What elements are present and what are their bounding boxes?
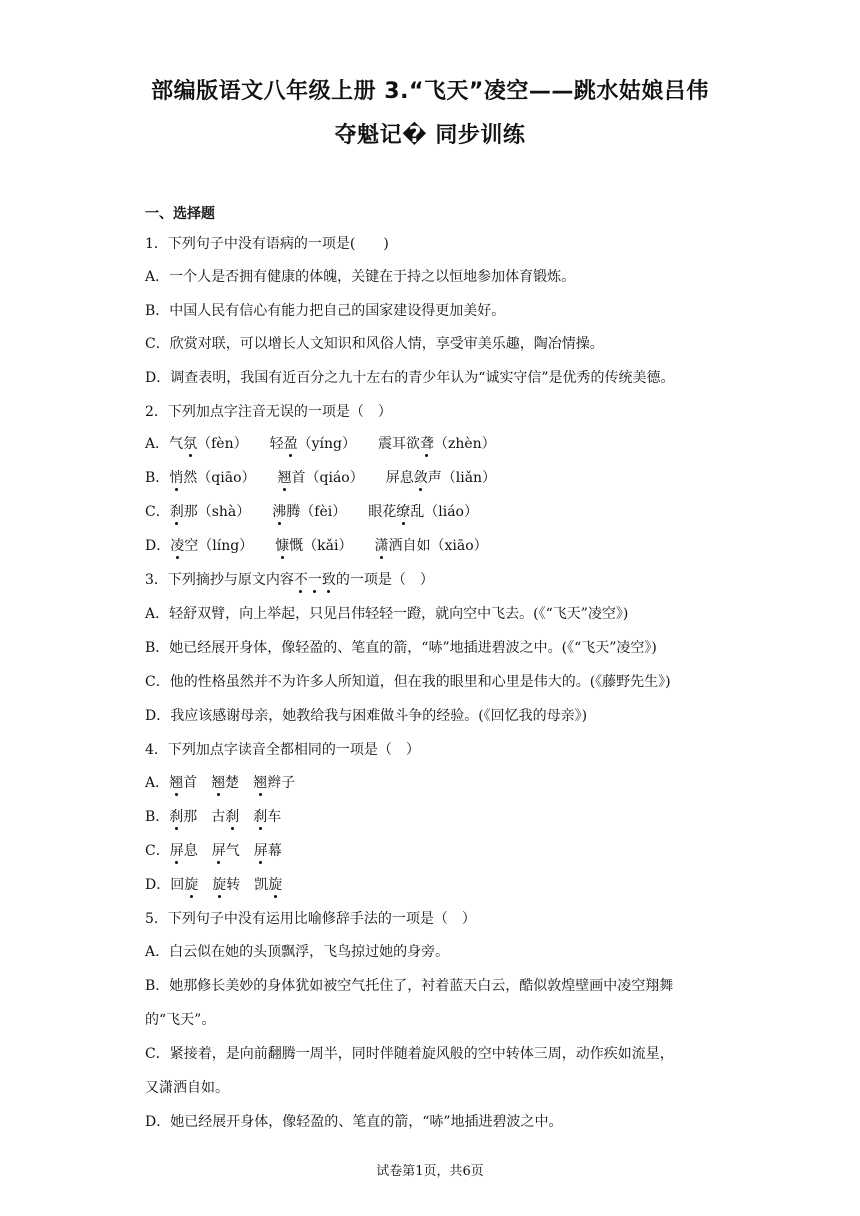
text: （yíng） — [297, 436, 356, 452]
q4-option-b — [145, 806, 281, 826]
dotted-char: 屏 — [253, 843, 268, 859]
dotted-char: 旋 — [184, 877, 199, 893]
text: C． — [145, 843, 170, 859]
q1-option-a: A．一个人是否拥有健康的体魄，关键在于持之以恒地参加体育锻炼。 — [145, 269, 576, 285]
q1-option-c: C．欣赏对联，可以增长人文知识和风俗人情，享受审美乐趣，陶冶情操。 — [145, 336, 604, 352]
dotted-char: 致 — [321, 572, 336, 588]
dotted-char: 刹 — [225, 809, 240, 825]
text: 空（líng） — [184, 538, 254, 554]
text: 气 — [225, 843, 240, 859]
doc-title-line2: 夺魁记� 同步训练 — [334, 123, 526, 148]
q5-option-a: A．白云似在她的头顶飘浮，飞鸟掠过她的身旁。 — [145, 944, 450, 960]
page-footer: 试卷第1页，共6页 — [376, 1164, 484, 1179]
text: 乱（liáo） — [410, 504, 478, 520]
q1-option-b: B．中国人民有信心有能力把自己的国家建设得更加美好。 — [145, 303, 506, 319]
dotted-char: 刹 — [253, 809, 268, 825]
q5-option-d: D．她已经展开身体，像轻盈的、笔直的箭，“哧”地插进碧波之中。 — [145, 1114, 563, 1130]
dotted-char: 一 — [307, 572, 322, 588]
text: 楚 — [225, 775, 240, 791]
dotted-char: 盈 — [283, 436, 298, 452]
dotted-char: 缭 — [396, 504, 411, 520]
q3-stem — [145, 569, 434, 589]
q4-option-a — [145, 772, 295, 792]
dotted-char: 翘 — [169, 775, 184, 791]
dotted-char: 翘 — [253, 775, 268, 791]
text: 轻 — [269, 436, 284, 452]
text: 首（qiáo） — [291, 470, 364, 486]
text: 的一项是（ ） — [335, 572, 434, 588]
text: 3．下列摘抄与原文内容 — [145, 572, 294, 588]
q4-option-d — [145, 874, 282, 894]
text: （fèn） — [197, 436, 248, 452]
text: 然（qiāo） — [183, 470, 256, 486]
section-heading: 一、选择题 — [145, 206, 215, 222]
text: D． — [145, 538, 171, 554]
text: 幕 — [267, 843, 282, 859]
dotted-char: 屏 — [169, 843, 184, 859]
q4-stem: 4．下列加点字读音全都相同的一项是（ ） — [145, 742, 420, 758]
q1-stem: 1．下列句子中没有语病的一项是( ) — [145, 236, 389, 252]
q5-option-b-cont: 的“飞天”。 — [145, 1012, 216, 1028]
text: B． — [145, 809, 170, 825]
text: D．回 — [145, 877, 185, 893]
q2-option-d — [145, 535, 488, 555]
dotted-char: 凌 — [170, 538, 185, 554]
q2-stem: 2．下列加点字注音无误的一项是（ ） — [145, 404, 392, 420]
text: 转 — [226, 877, 241, 893]
q1-option-d: D．调查表明，我国有近百分之九十左右的青少年认为“诚实守信”是优秀的传统美德。 — [145, 370, 675, 386]
text: 震耳欲 — [377, 436, 420, 452]
text: 眼花 — [368, 504, 397, 520]
text: B． — [145, 470, 170, 486]
q2-option-a — [145, 433, 496, 453]
text: 那（shà） — [183, 504, 251, 520]
dotted-char: 旋 — [212, 877, 227, 893]
dotted-char: 屏 — [211, 843, 226, 859]
text: C． — [145, 504, 170, 520]
dotted-char: 旋 — [268, 877, 283, 893]
q2-option-c — [145, 501, 478, 521]
q5-stem: 5．下列句子中没有运用比喻修辞手法的一项是（ ） — [145, 911, 476, 927]
dotted-char: 翘 — [211, 775, 226, 791]
text: 那 — [183, 809, 198, 825]
text: 腾（fèi） — [286, 504, 347, 520]
text: 首 — [183, 775, 198, 791]
q2-option-b — [145, 467, 496, 487]
q5-option-c: C．紧接着，是向前翻腾一周半，同时伴随着旋风般的空中转体三周，动作疾如流星， — [145, 1046, 674, 1062]
text: 辫子 — [267, 775, 296, 791]
text: （zhèn） — [433, 436, 496, 452]
q3-option-d: D．我应该感谢母亲，她教给我与困难做斗争的经验。(《回忆我的母亲》) — [145, 708, 588, 724]
text: A． — [145, 775, 170, 791]
q3-option-b: B．她已经展开身体，像轻盈的、笔直的箭，“哧”地插进碧波之中。(《“飞天”凌空》) — [145, 640, 657, 656]
text: 屏息 — [385, 470, 414, 486]
dotted-char: 氛 — [183, 436, 198, 452]
text: 车 — [267, 809, 282, 825]
doc-title-line1: 部编版语文八年级上册 3.“飞天”凌空——跳水姑娘吕伟 — [151, 79, 709, 104]
dotted-char: 潇 — [374, 538, 389, 554]
dotted-char: 聋 — [419, 436, 434, 452]
dotted-char: 悄 — [169, 470, 184, 486]
dotted-char: 慷 — [275, 538, 290, 554]
dotted-char: 沸 — [272, 504, 287, 520]
q4-option-c — [145, 840, 282, 860]
text: A．气 — [145, 436, 184, 452]
q5-option-c-cont: 又潇洒自如。 — [145, 1080, 229, 1096]
dotted-char: 刹 — [169, 809, 184, 825]
text: 洒自如（xiāo） — [388, 538, 488, 554]
text: 慨（kǎi） — [289, 538, 353, 554]
text: 凯 — [254, 877, 269, 893]
text: 古 — [211, 809, 226, 825]
dotted-char: 翘 — [277, 470, 292, 486]
q3-option-a: A．轻舒双臂，向上举起，只见吕伟轻轻一蹬，就向空中飞去。(《“飞天”凌空》) — [145, 606, 629, 622]
dotted-char: 刹 — [169, 504, 184, 520]
q5-option-b: B．她那修长美妙的身体犹如被空气托住了，衬着蓝天白云，酷似敦煌壁画中凌空翔舞 — [145, 978, 674, 994]
dotted-char: 敛 — [413, 470, 428, 486]
dotted-char: 不 — [293, 572, 308, 588]
q3-option-c: C．他的性格虽然并不为许多人所知道，但在我的眼里和心里是伟大的。(《藤野先生》) — [145, 674, 671, 690]
text: 息 — [183, 843, 198, 859]
text: 声（liǎn） — [427, 470, 497, 486]
